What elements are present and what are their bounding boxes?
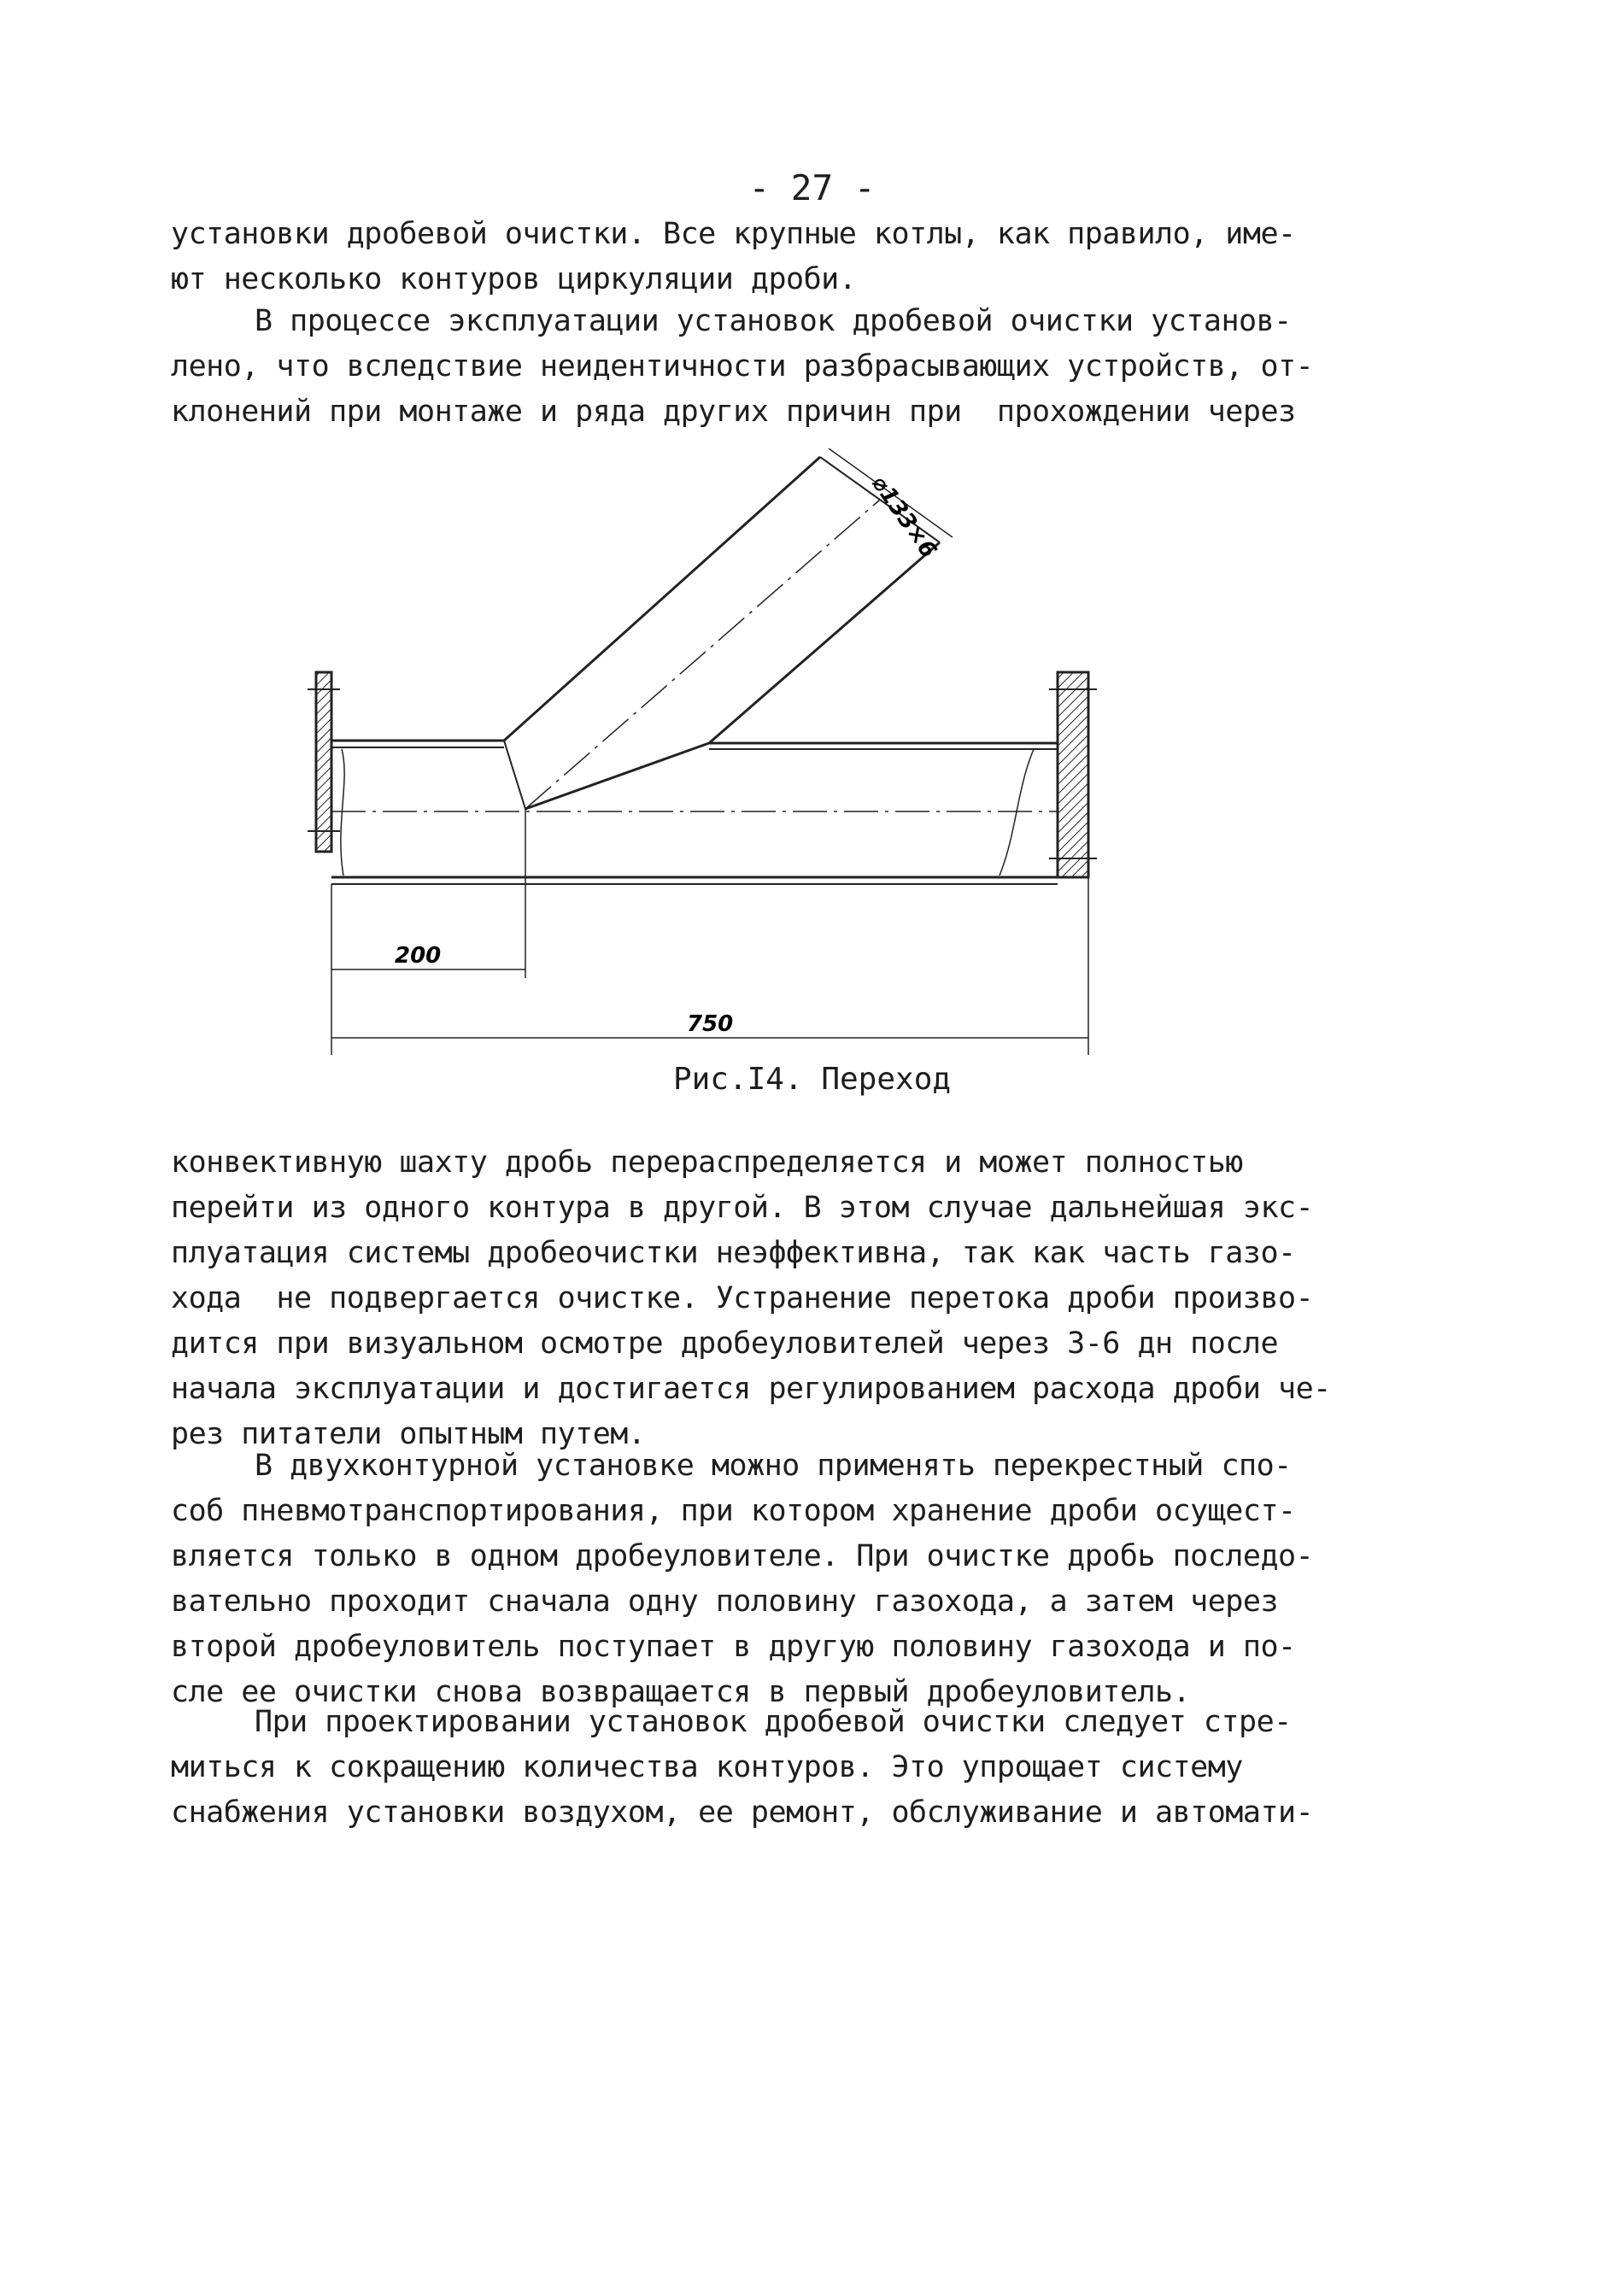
left-flange	[316, 672, 331, 852]
paragraph-5	[171, 1700, 1314, 1836]
text-line: второй дробеуловитель поступает в другую половину газохода и по-	[171, 1630, 1296, 1664]
text-line: хода не подвергается очистке. Устранение перетока дроби произво-	[171, 1281, 1314, 1315]
text-line: При проектировании установок дробевой очистки следует стре-	[255, 1705, 1292, 1739]
figure-pipe-transition	[282, 448, 1119, 1063]
paragraph-3	[171, 1140, 1331, 1457]
text-line: снабжения установки воздухом, ее ремонт, обслуживание и автомати-	[171, 1795, 1314, 1830]
text-line: клонений при монтаже и ряда других причин при прохождении через	[171, 395, 1296, 429]
text-line: вляется только в одном дробеуловителе. При очистке дробь последо-	[171, 1539, 1314, 1573]
text-line: перейти из одного контура в другой. В этом случае дальнейшая экс-	[171, 1191, 1314, 1225]
dimension-label-length: 750	[687, 1011, 734, 1037]
text-line: вательно проходит сначала одну половину газохода, а затем через	[171, 1584, 1279, 1619]
text-line: дится при визуальном осмотре дробеуловителей через 3-6 дн после	[171, 1327, 1279, 1361]
text-line: миться к сокращению количества контуров. Это упрощает систему	[171, 1750, 1243, 1784]
text-line: соб пневмотранспортирования, при котором хранение дроби осущест-	[171, 1494, 1296, 1528]
dimension-label-diameter: ⌀133×6	[866, 471, 941, 563]
text-line: В двухконтурной установке можно применять перекрестный спо-	[255, 1449, 1292, 1483]
pipe-transition-drawing	[282, 448, 1119, 1063]
right-flange	[1058, 672, 1088, 877]
text-line: начала эксплуатации и достигается регулированием расхода дроби че-	[171, 1372, 1331, 1406]
text-line: В процессе эксплуатации установок дробевой очистки установ-	[255, 304, 1292, 338]
paragraph-2	[171, 299, 1314, 435]
text-line: конвективную шахту дробь перераспределяется и может полностью	[171, 1145, 1243, 1180]
text-line: установки дробевой очистки. Все крупные котлы, как правило, име-	[171, 217, 1296, 251]
text-line: рез питатели опытным путем.	[171, 1417, 646, 1451]
paragraph-1	[171, 212, 1296, 302]
figure-caption: Рис.I4. Переход	[672, 1062, 952, 1097]
text-line: лено, что вследствие неидентичности разбрасывающих устройств, от-	[171, 349, 1314, 384]
text-line: плуатация системы дробеочистки неэффективна, так как часть газо-	[171, 1236, 1296, 1270]
dimension-label-offset: 200	[395, 943, 442, 969]
text-line: сле ее очистки снова возвращается в первый дробеуловитель.	[171, 1675, 1191, 1709]
page-number: - 27 -	[748, 167, 876, 208]
paragraph-4	[171, 1444, 1314, 1715]
text-line: ют несколько контуров циркуляции дроби.	[171, 262, 857, 296]
